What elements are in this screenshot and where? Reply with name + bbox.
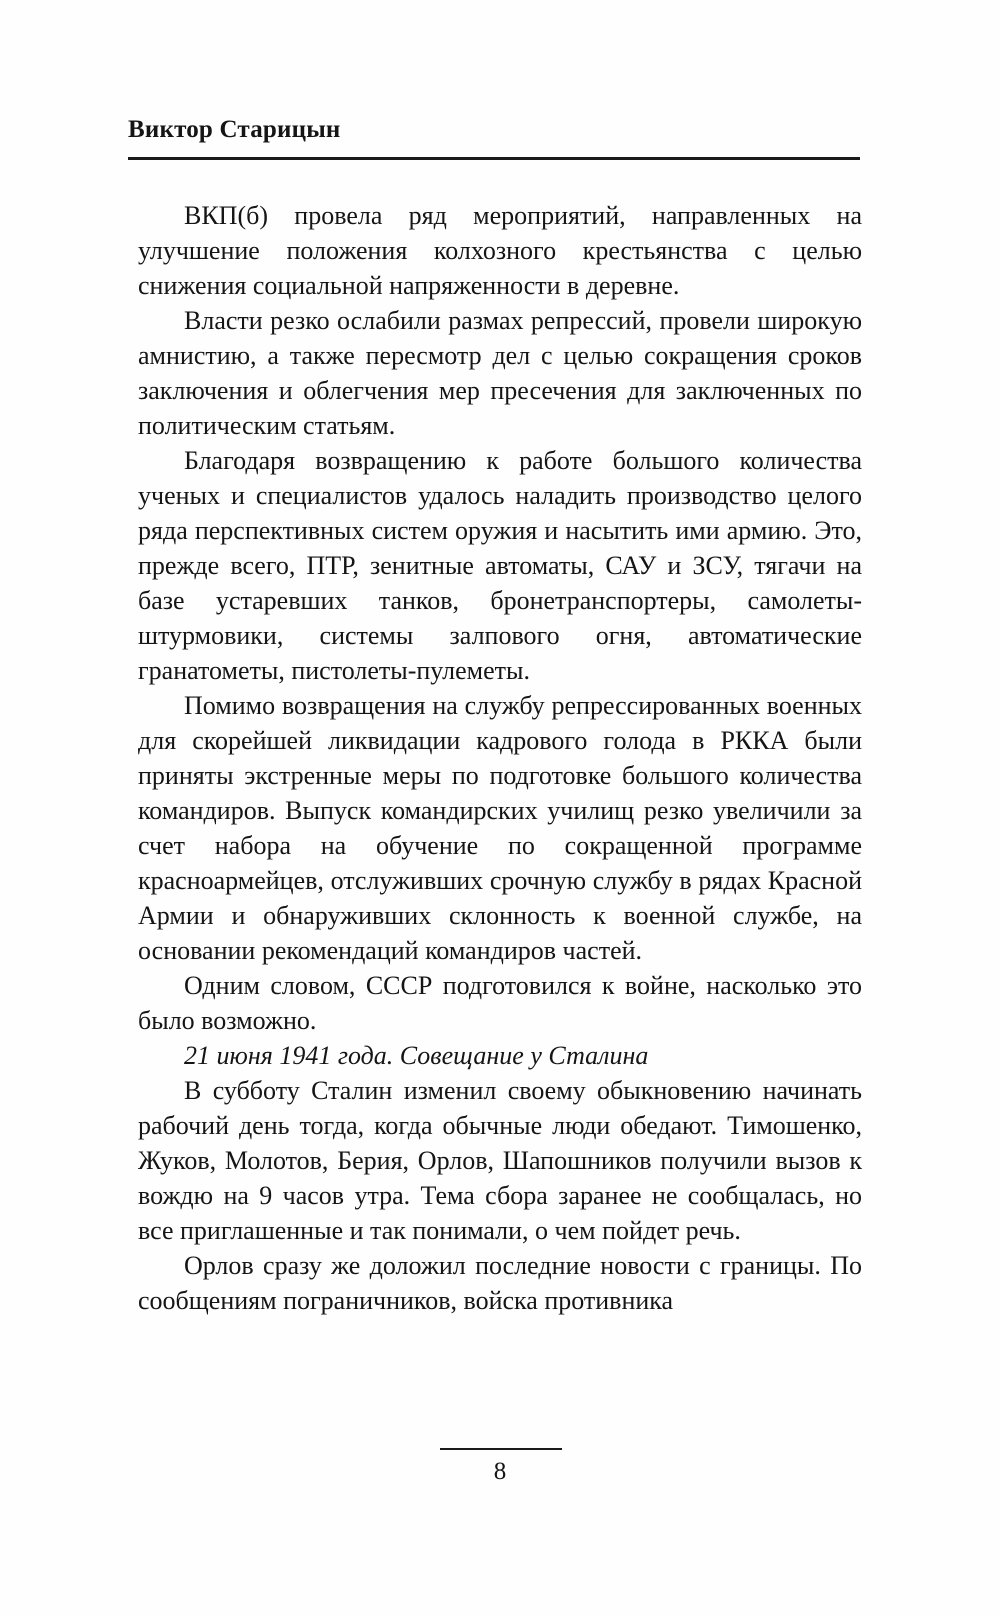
body-text <box>138 198 862 1318</box>
paragraph: Благодаря возвращению к работе большого количества ученых и специалистов удалось наладить производство целого ряда перспективных систем оружия и насытить ими армию. Это, прежде всего, ПТР, зенитные автоматы, САУ и ЗСУ, тягачи на базе устаревших танков, бронетранспортеры, самолеты-штурмовики, системы залпового огня, автоматические гранатометы, пистолеты-пулеметы. <box>138 446 862 685</box>
paragraph: ВКП(б) провела ряд мероприятий, направленных на улучшение положения колхозного крестьянства с целью снижения социальной напряженности в деревне. <box>138 201 862 300</box>
paragraph: Власти резко ослабили размах репрессий, провели широкую амнистию, а также пересмотр дел с целью сокращения сроков заключения и облегчения мер пресечения для заключенных по политическим статьям. <box>138 306 862 440</box>
paragraph: Помимо возвращения на службу репрессированных военных для скорейшей ликвидации кадрового голода в РККА были приняты экстренные меры по подготовке большого количества командиров. Выпуск командирских училищ резко увеличили за счет набора на обучение по сокращенной программе красноармейцев, отслуживших срочную службу в рядах Красной Армии и обнаруживших склонность к военной службе, на основании рекомендаций командиров частей. <box>138 691 862 965</box>
page-number: 8 <box>493 1458 507 1485</box>
running-head-author: Виктор Старицын <box>128 116 341 143</box>
paragraph: В субботу Сталин изменил своему обыкновению начинать рабочий день тогда, когда обычные люди обедают. Тимошенко, Жуков, Молотов, Берия, Орлов, Шапошников получили вызов к вождю на 9 часов утра. Тема сбора заранее не сообщалась, но все приглашенные и так понимали, о чем пойдет речь. <box>138 1076 862 1245</box>
footer-rule <box>440 1448 562 1450</box>
header-rule <box>128 157 860 160</box>
section-heading: 21 июня 1941 года. Совещание у Сталина <box>184 1041 649 1070</box>
paragraph: Орлов сразу же доложил последние новости с границы. По сообщениям пограничников, войска противника <box>138 1251 862 1315</box>
paragraph: Одним словом, СССР подготовился к войне, насколько это было возможно. <box>138 971 862 1035</box>
